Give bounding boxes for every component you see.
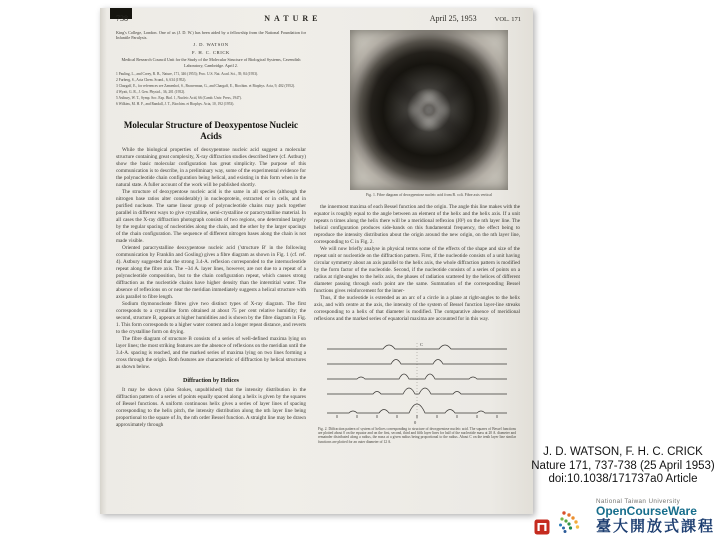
ocw-chinese-name: 臺大開放式課程 — [595, 518, 715, 535]
scanned-journal-page — [100, 8, 533, 514]
reference-item: 4 Wyatt, G. R., J. Gen. Physiol., 36, 201 (1952). — [116, 89, 186, 94]
bessel-functions-figure — [321, 337, 513, 425]
left-column — [116, 30, 306, 429]
branding-text — [596, 498, 715, 535]
citation-authors: J. D. WATSON, F. H. C. CRICK — [543, 446, 703, 458]
author-name: F. H. C. CRICK — [192, 50, 230, 56]
reference-item: 3 Chargaff, E., for references see Zamenhof, S., Brawerman, G., and Chargaff, E., Biochim. et Biophys. Acta, 9, 402 (1952). — [116, 83, 295, 88]
figure2-caption: Fig. 2. Diffraction pattern of system of helices corresponding to structure of deoxypentose nucleic acid. The squares of Bessel functions are plotted about 0 on the equator and on the first, second, third and fifth layer lines for half of the nucleotide mass at 20 A. diameter and remainder distributed along a radius, the mass at a given radius being proportional to the radius. About C on the tenth layer line similar functions are plotted for an outer diameter of 12 A. — [318, 426, 516, 444]
affiliation: Medical Research Council Unit for the Study of the Molecular Structure of Biological Systems, Cavendish Laboratory, Cambridge. April 2. — [121, 57, 301, 68]
page-header — [116, 14, 521, 23]
xray-diffraction-photo — [350, 30, 508, 190]
body-paragraph: Oriented paracrystalline deoxypentose nucleic acid ('structure B' in the following communication by Franklin and Gosling) gives a fibre diagram as shown in Fig. 1 (cf. ref. 4). Astbury suggested that the strong 3.4-A. reflexion corresponded to the internucleotide repeat along the fibre axis. The ~34 A. layer lines, however, are not due to a repeat of a polynucleotide composition, but to the chain configuration repeat, which causes strong diffraction as the nucleotide chains have higher density than the interstitial water. The absence of reflexions on or near the meridian immediately suggests a helical structure with axis parallel to fibre length. — [116, 245, 306, 301]
reference-item: 1 Pauling, L., and Corey, R. B., Nature, 171, 346 (1953); Proc. U.S. Nat. Acad. Sci., 39, 84 (1953). — [116, 71, 259, 76]
citation-journal: Nature 171, 737-738 (25 April 1953) — [531, 459, 715, 472]
reference-item: 5 Astbury, W. T., Symp. Soc. Exp. Biol. 1, Nucleic Acid, 66 (Camb. Univ. Press, 1947). — [116, 95, 242, 100]
reference-item: 2 Furberg, S., Acta Chem. Scand., 6, 634 (1952). — [116, 77, 187, 82]
body-paragraph: While the biological properties of deoxypentose nucleic acid suggest a molecular structure containing great complexity, X-ray diffraction studies described here (cf. Astbury) show the basic molecular configuration has great simplicity. The purpose of this communication is to describe, in a preliminary way, some of the experimental evidence for the polynucleotide chain configuration being helical, and existing in this form when in the natural state. A fuller account of the work will be published shortly. — [116, 147, 306, 189]
issue-date: April 25, 1953 — [429, 14, 477, 23]
branding-footer — [534, 498, 715, 535]
volume-label: VOL. 171 — [494, 16, 521, 23]
front-matter: King's College, London. One of us (J. D. W.) has been aided by a fellowship from the National Foundation for Infantile Paralysis. — [116, 30, 306, 41]
ocw-wordmark: OpenCourseWare — [595, 504, 697, 518]
body-paragraph: the innermost maxima of each Bessel function and the origin. The angle this line makes with the equator is roughly equal to the angle between an element of the helix and the helix axis. If a unit repeats n times along the helix there will be a meridional reflexion (J0²) on the nth layer line. The helical configuration produces side-bands on this fundamental frequency, the effect being to reproduce the intensity distribution about the origin around the new origin, on the nth layer line, corresponding to C in Fig. 2. — [314, 203, 521, 245]
page-number: 738 — [116, 14, 128, 23]
figure1-caption: Fig. 1. Fibre diagram of deoxypentose nucleic acid from B. coli. Fibre axis vertical — [365, 193, 492, 197]
body-paragraph: The structure of deoxypentose nucleic acid is the same in all species (although the nitrogen base ratios alter considerably) in nucleoprotein, extracted or in cells, and in purified nucleate. The same linear group of polynucleotide chains may pack together parallel in different ways to give crystalline, semi-crystalline or paracrystalline material. In all cases the X-ray diffraction photograph consists of two regions, one determined largely by the regular spacing of nucleotides along the chain, and the other by the larger spacings of the chain configuration. The sequence of different nitrogen bases along the chain is not made visible. — [116, 189, 306, 245]
body-paragraph: Sodium thymonucleate fibres give two distinct types of X-ray diagram. The first corresponds to a crystalline form obtained at about 75 per cent relative humidity; the second, structure B, appears at higher humidities and is shown by the fibre diagram in Fig. 1. This form corresponds to a higher water content and a longer repeat distance, and reverts to the crystalline form on drying. — [116, 301, 306, 336]
citation-block — [527, 446, 719, 487]
body-paragraph: It may be shown (also Stokes, unpublished) that the intensity distribution in the diffraction pattern of a series of points equally spaced along a helix is given by the squares of Bessel functions. A uniform continuous helix gives a series of layer lines of spacing corresponding to the helix pitch, the intensity distribution along the nth layer line being proportional to the square of Jn, the nth order Bessel function. A straight line may be drawn approximately through — [116, 387, 306, 429]
svg-text:C: C — [420, 341, 424, 347]
article-title: Molecular Structure of Deoxypentose Nucleic Acids — [123, 120, 299, 141]
citation-doi: doi:10.1038/171737a0 Article — [548, 473, 698, 485]
svg-text:0: 0 — [414, 419, 417, 425]
section-heading: Diffraction by Helices — [183, 378, 239, 385]
journal-name: NATURE — [264, 14, 322, 23]
body-paragraph: Thus, if the nucleotide is extended as an arc of a circle in a plane at right-angles to the helix axis, and with centre at the axis, the intensity of the system of Bessel function layer-line streaks corresponding to a helix of that diameter is modified. The comparative absence of meridional reflexions and the marked series of equatorial maxima are accounted for in this way. — [314, 294, 520, 322]
university-name: National Taiwan University — [595, 498, 681, 505]
body-paragraph: The fibre diagram of structure B consists of a series of well-defined maxima lying on layer lines; the most striking features are the absence of reflexions on the meridian until the 3.4-A. spacing is reached, and the marked series of maxima lying on two lines forming a cross through the origin. Both features are characteristic of diffraction by helical structures as shown below. — [116, 336, 306, 371]
body-paragraph: We will now briefly analyse in physical terms some of the effects of the shape and size of the repeat unit or nucleotide on the diffraction pattern. First, if the nucleotide consists of a unit having circular symmetry about an axis parallel to the helix axis, the whole diffraction pattern is modified by the form factor of the nucleotide. Second, if the nucleotide consists of a series of points on a radius at right-angles to the helix axis, the phases of radiation scattered by the helices of different diameter passing through each point are the same. Summation of the corresponding Bessel functions gives reinforcement for the inner- — [314, 245, 520, 294]
right-column — [314, 24, 520, 444]
reference-item: 6 Wilkins, M. H. F., and Randall, J. T., Biochim. et Biophys. Acta, 10, 192 (1953). — [116, 101, 235, 106]
author-name: J. D. WATSON — [193, 42, 229, 48]
red-seal-icon — [534, 519, 550, 535]
ocw-dots-logo-icon — [556, 505, 590, 535]
